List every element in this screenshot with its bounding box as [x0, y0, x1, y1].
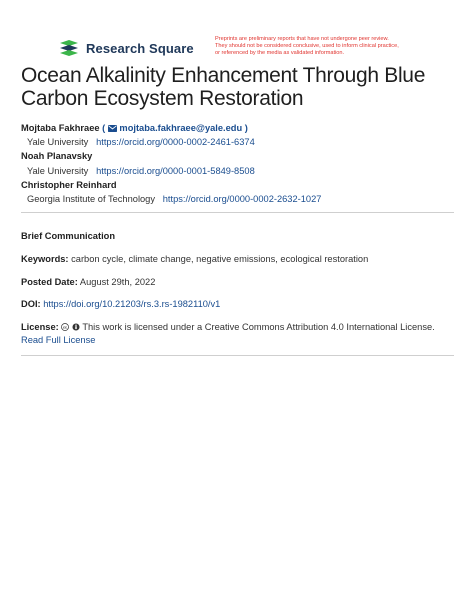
author-entry [21, 178, 461, 192]
read-full-license-link[interactable]: Read Full License [21, 335, 96, 345]
license-text: This work is licensed under a Creative Commons Attribution 4.0 International License. [82, 322, 435, 332]
attribution-icon [72, 323, 80, 331]
author-affiliation-row [21, 135, 461, 149]
author-email-wrap: ( mojtaba.fakhraee@yale.edu ) [102, 123, 248, 133]
author-name: Noah Planavsky [21, 151, 93, 162]
author-orcid-link[interactable]: https://orcid.org/0000-0002-2461-6374 [96, 137, 255, 148]
keywords-label: Keywords: [21, 254, 69, 264]
posted-date-value: August 29th, 2022 [79, 277, 156, 287]
divider [21, 355, 454, 356]
author-orcid-link[interactable]: https://orcid.org/0000-0002-2632-1027 [162, 194, 322, 205]
research-square-logo[interactable] [58, 38, 194, 58]
article-type-label: Brief Communication [21, 231, 116, 241]
author-affiliation: Georgia Institute of Technology [27, 194, 155, 205]
svg-text:cc: cc [63, 325, 68, 330]
author-name: Christopher Reinhard [21, 179, 117, 190]
author-orcid-link[interactable]: https://orcid.org/0000-0001-5849-8508 [96, 165, 255, 176]
license-row [21, 321, 456, 347]
research-square-logo-icon [58, 39, 80, 57]
brand-name: Research Square [86, 40, 194, 56]
doi-label: DOI: [21, 299, 41, 309]
author-affiliation: Yale University [27, 165, 89, 176]
author-name: Mojtaba Fakhraee [21, 123, 100, 133]
envelope-icon [108, 125, 117, 132]
keywords-value: carbon cycle, climate change, negative emissions, ecological restoration [71, 254, 369, 264]
doi-link[interactable]: https://doi.org/10.21203/rs.3.rs-1982110/v1 [43, 299, 221, 309]
author-affiliation: Yale University [27, 137, 89, 148]
disclaimer-line: They should not be considered conclusive, used to inform clinical practice, [215, 43, 399, 50]
preprint-disclaimer [215, 36, 445, 58]
author-affiliation-row [21, 192, 461, 206]
disclaimer-line: or referenced by the media as validated information. [215, 50, 345, 57]
posted-date-row [21, 276, 456, 289]
doi-row [21, 298, 456, 311]
article-type [21, 230, 456, 243]
author-list [21, 121, 461, 206]
author-email-link[interactable]: mojtaba.fakhraee@yale.edu [119, 123, 243, 133]
creative-commons-icon [61, 323, 69, 331]
author-entry [21, 149, 461, 163]
divider [21, 212, 454, 213]
author-affiliation-row [21, 164, 461, 178]
disclaimer-line: Preprints are preliminary reports that have not undergone peer review. [215, 36, 389, 42]
paper-title: Ocean Alkalinity Enhancement Through Blue Carbon Ecosystem Restoration [21, 64, 426, 110]
keywords-row [21, 253, 456, 266]
author-entry [21, 121, 461, 135]
license-label: License: [21, 322, 59, 332]
posted-date-label: Posted Date: [21, 277, 78, 287]
